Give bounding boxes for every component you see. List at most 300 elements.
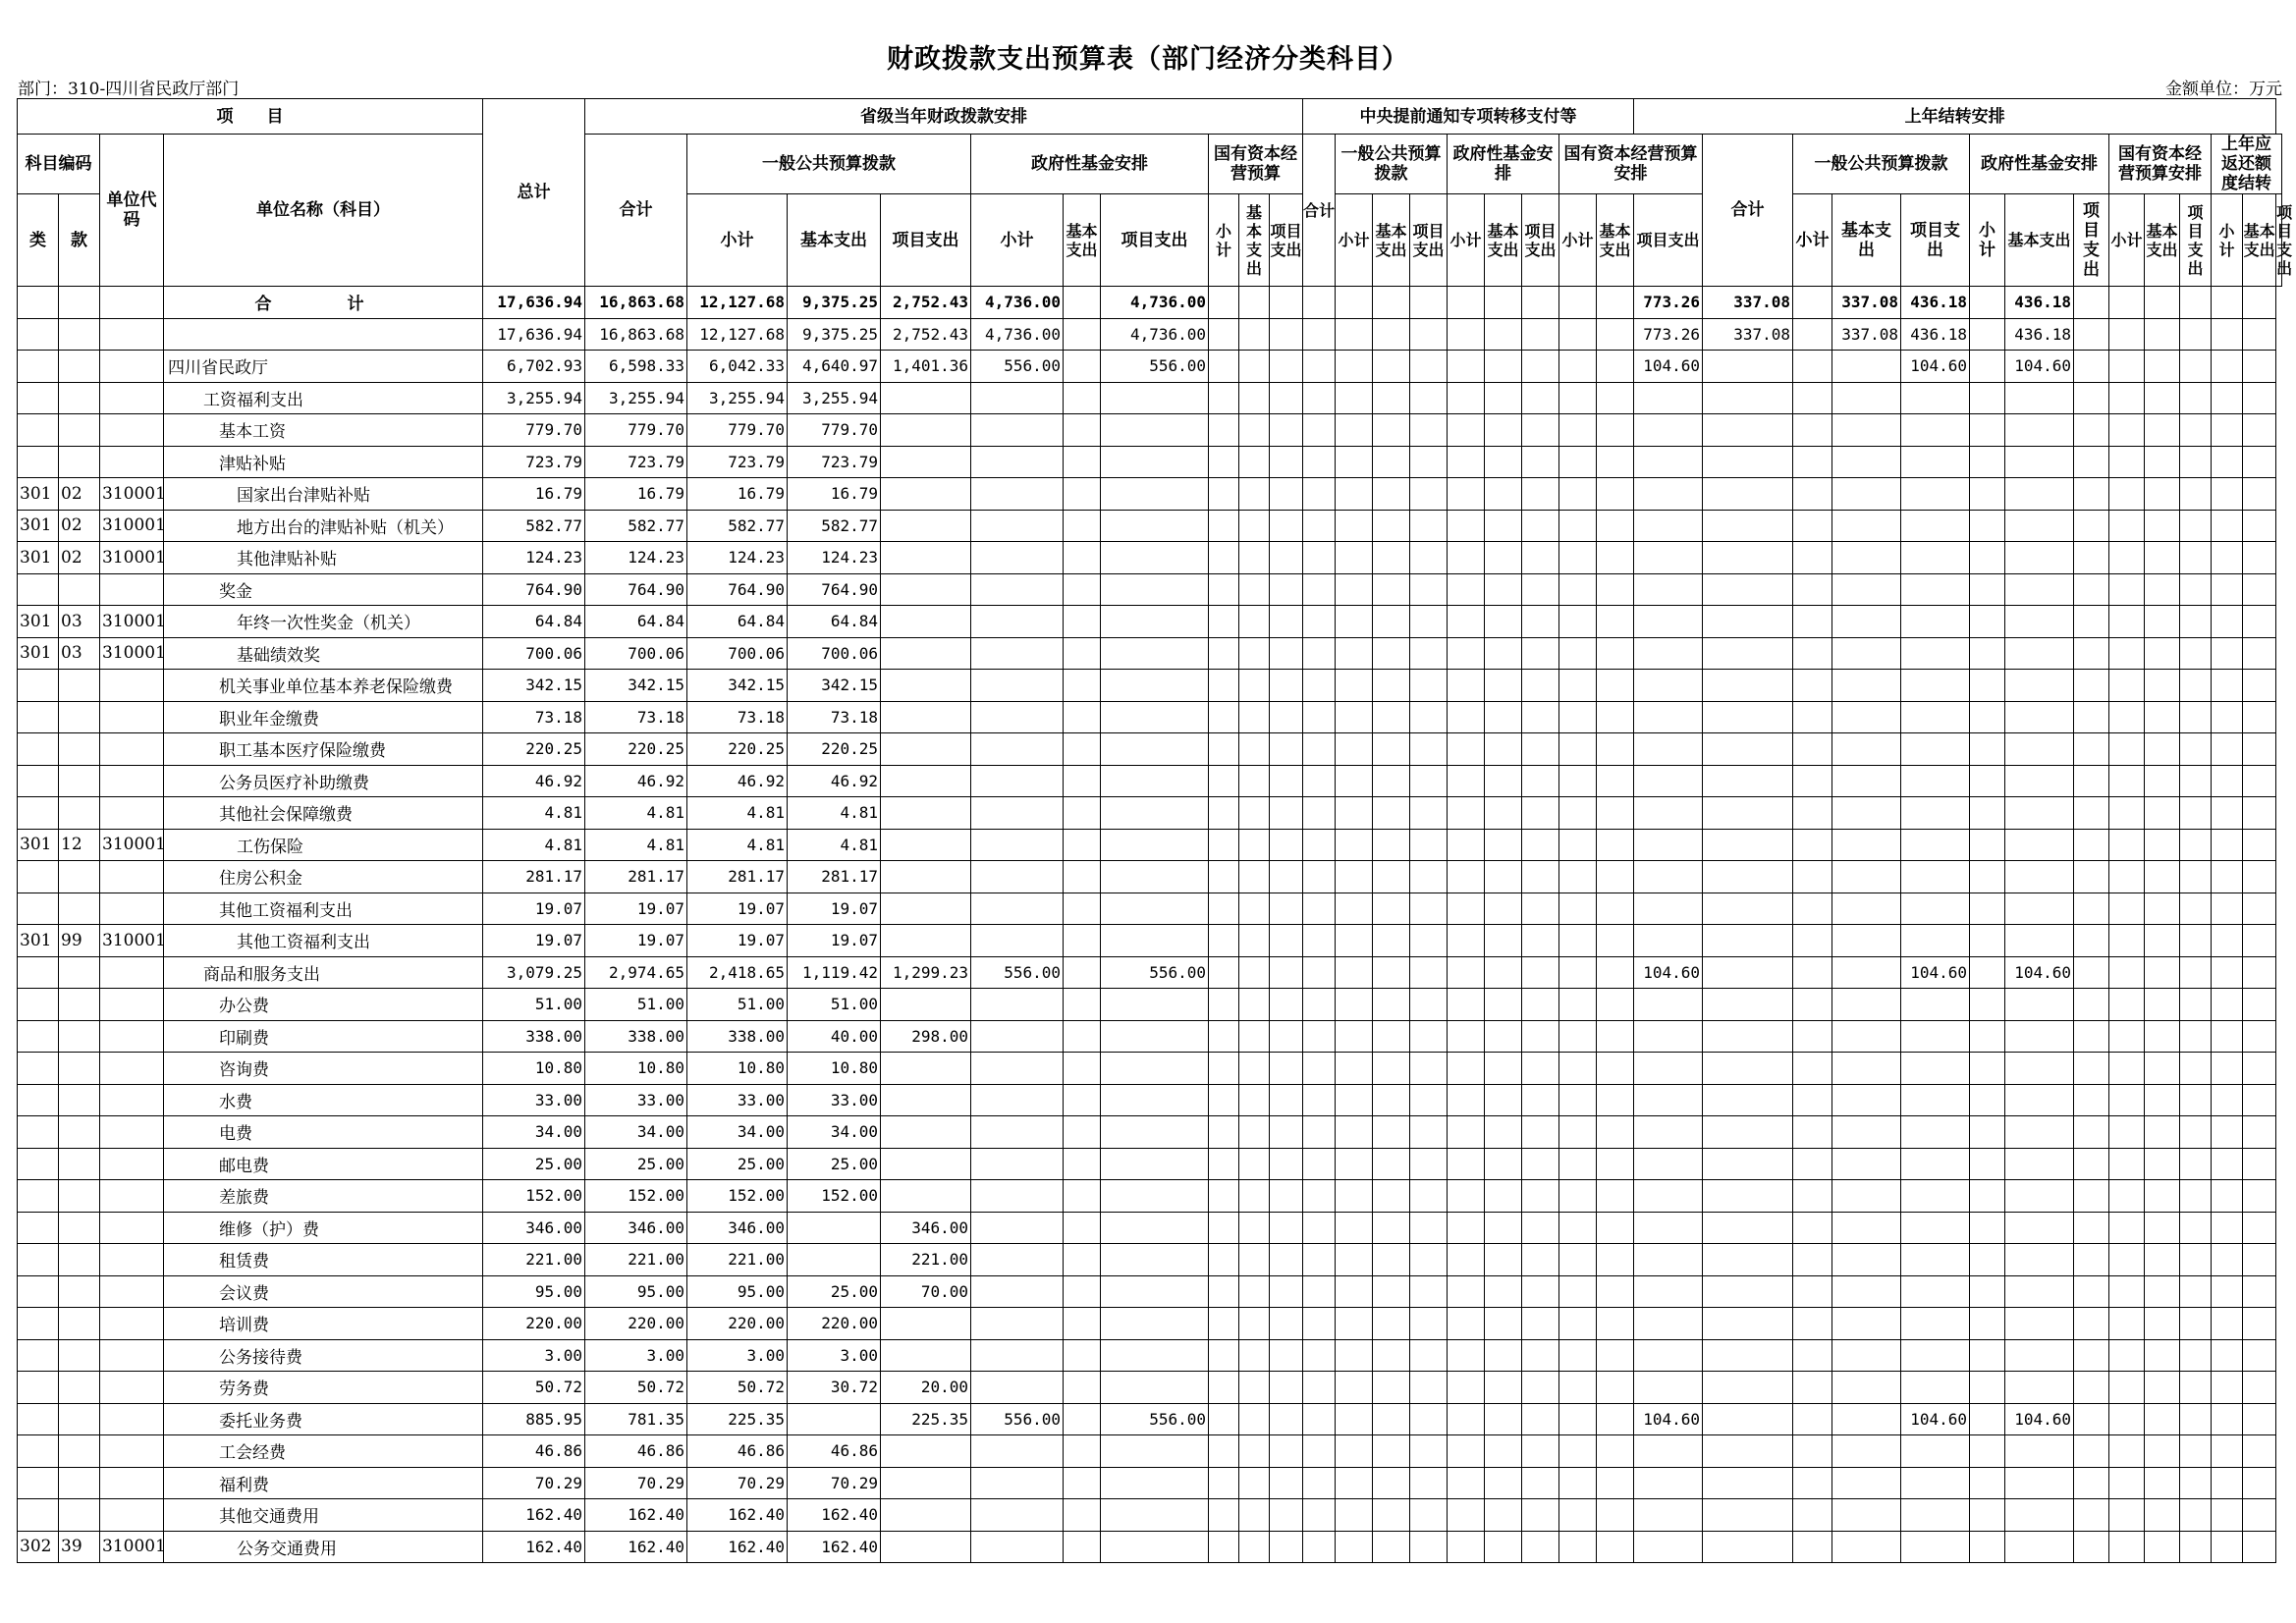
cell-amount xyxy=(1064,1467,1101,1499)
cell-empty xyxy=(2145,1339,2180,1372)
cell-empty xyxy=(2212,670,2243,702)
cell-empty xyxy=(1336,829,1373,861)
cell-empty xyxy=(1209,1212,1239,1244)
cell-empty xyxy=(2145,382,2180,414)
cell-empty xyxy=(2074,861,2109,893)
cell-empty xyxy=(1336,956,1373,989)
table-row xyxy=(18,606,2282,638)
cell-empty xyxy=(2180,893,2212,925)
cell-amount xyxy=(1064,1244,1101,1276)
cell-amount: 20.00 xyxy=(881,1372,971,1404)
cell-amount xyxy=(881,893,971,925)
cell-amount xyxy=(881,1084,971,1116)
cell-empty xyxy=(1239,637,1270,670)
cell-empty xyxy=(1336,478,1373,511)
cell-amount: 10.80 xyxy=(687,1053,788,1085)
cell-amount: 556.00 xyxy=(971,1403,1064,1435)
cell-empty xyxy=(1448,1275,1485,1308)
cell-amount xyxy=(1832,606,1901,638)
cell-amount xyxy=(971,573,1064,606)
cell-kuan: 39 xyxy=(59,1531,100,1563)
cell-empty xyxy=(1410,351,1448,383)
cell-empty xyxy=(1270,1403,1303,1435)
cell-empty xyxy=(1597,1180,1634,1213)
cell-amount xyxy=(2005,1275,2074,1308)
cell-amount xyxy=(1901,1339,1970,1372)
cell-amount: 4.81 xyxy=(687,797,788,830)
cell-amount xyxy=(1101,1531,1209,1563)
header-carry-state: 国有资本经营预算安排 xyxy=(2109,135,2212,194)
cell-amount: 19.07 xyxy=(585,925,687,957)
cell-amount xyxy=(881,1180,971,1213)
cell-empty xyxy=(1270,542,1303,574)
cell-empty xyxy=(1239,1531,1270,1563)
cell-amount xyxy=(1101,542,1209,574)
cell-empty xyxy=(2212,478,2243,511)
cell-amount xyxy=(1101,670,1209,702)
cell-empty xyxy=(1559,1084,1597,1116)
cell-empty xyxy=(1597,989,1634,1021)
cell-amount xyxy=(1832,1435,1901,1468)
cell-amount: 700.06 xyxy=(788,637,881,670)
cell-amount xyxy=(1901,542,1970,574)
cell-amount xyxy=(1703,829,1793,861)
cell-amount xyxy=(1970,414,2005,447)
cell-empty xyxy=(1336,1084,1373,1116)
cell-amount xyxy=(2005,1531,2074,1563)
cell-amount: 19.07 xyxy=(687,893,788,925)
cell-empty xyxy=(2074,318,2109,351)
cell-unit-code: 310001 xyxy=(100,606,164,638)
header-total: 总计 xyxy=(483,99,585,287)
cell-amount xyxy=(971,1148,1064,1180)
cell-amount xyxy=(1901,1244,1970,1276)
cell-empty xyxy=(1448,1020,1485,1053)
cell-amount xyxy=(1901,1308,1970,1340)
cell-empty xyxy=(2243,637,2276,670)
cell-empty xyxy=(1448,382,1485,414)
cell-empty xyxy=(1270,1116,1303,1149)
cell-empty xyxy=(2180,1212,2212,1244)
cell-amount: 51.00 xyxy=(788,989,881,1021)
cell-empty xyxy=(1239,1053,1270,1085)
cell-empty xyxy=(2074,1275,2109,1308)
cell-empty xyxy=(1522,1148,1559,1180)
header-basic: 基本支出 xyxy=(1597,194,1634,287)
cell-amount: 723.79 xyxy=(788,446,881,478)
cell-empty xyxy=(1410,510,1448,542)
cell-amount: 338.00 xyxy=(687,1020,788,1053)
cell-amount: 70.00 xyxy=(881,1275,971,1308)
cell-amount: 221.00 xyxy=(483,1244,585,1276)
cell-empty xyxy=(1597,1499,1634,1532)
header-basic: 基本支出 xyxy=(788,194,881,287)
cell-empty xyxy=(1239,925,1270,957)
cell-empty xyxy=(2109,606,2145,638)
cell-amount xyxy=(2005,765,2074,797)
cell-unit-name: 差旅费 xyxy=(164,1180,483,1213)
cell-empty xyxy=(1239,1308,1270,1340)
cell-amount: 64.84 xyxy=(687,606,788,638)
cell-amount xyxy=(1634,542,1703,574)
cell-amount xyxy=(1703,542,1793,574)
cell-empty xyxy=(1559,701,1597,733)
cell-empty xyxy=(1303,318,1336,351)
cell-empty xyxy=(2145,1053,2180,1085)
cell-empty xyxy=(1559,797,1597,830)
cell-empty xyxy=(2074,1339,2109,1372)
cell-empty xyxy=(1303,287,1336,319)
cell-amount xyxy=(1703,1435,1793,1468)
cell-amount: 104.60 xyxy=(1901,1403,1970,1435)
cell-amount xyxy=(1970,701,2005,733)
cell-amount: 25.00 xyxy=(788,1275,881,1308)
cell-amount xyxy=(1970,1339,2005,1372)
cell-empty xyxy=(1410,829,1448,861)
cell-amount xyxy=(2005,1116,2074,1149)
cell-empty xyxy=(1303,1180,1336,1213)
header-unit-name: 单位名称（科目） xyxy=(164,135,483,287)
cell-unit-name: 工资福利支出 xyxy=(164,382,483,414)
cell-empty xyxy=(2180,510,2212,542)
cell-amount xyxy=(1901,478,1970,511)
cell-empty xyxy=(1448,351,1485,383)
cell-amount xyxy=(1970,765,2005,797)
cell-amount xyxy=(971,893,1064,925)
cell-empty xyxy=(2109,1275,2145,1308)
cell-amount xyxy=(971,637,1064,670)
cell-empty xyxy=(2074,382,2109,414)
cell-empty xyxy=(1239,829,1270,861)
cell-empty xyxy=(2243,670,2276,702)
cell-empty xyxy=(2145,606,2180,638)
cell-amount xyxy=(1064,1308,1101,1340)
cell-amount xyxy=(1101,1116,1209,1149)
cell-empty xyxy=(1270,797,1303,830)
cell-unit-name: 租赁费 xyxy=(164,1244,483,1276)
cell-empty xyxy=(2180,829,2212,861)
cell-empty xyxy=(2109,510,2145,542)
cell-empty xyxy=(1448,733,1485,766)
cell-amount xyxy=(1970,637,2005,670)
cell-empty xyxy=(1448,670,1485,702)
table-row xyxy=(18,382,2282,414)
cell-amount xyxy=(1970,829,2005,861)
cell-amount xyxy=(2005,1339,2074,1372)
cell-amount: 220.25 xyxy=(687,733,788,766)
cell-unit-name: 商品和服务支出 xyxy=(164,956,483,989)
cell-empty xyxy=(1485,1339,1522,1372)
cell-empty xyxy=(2243,573,2276,606)
cell-amount xyxy=(971,989,1064,1021)
cell-empty xyxy=(1448,1403,1485,1435)
cell-amount xyxy=(1064,829,1101,861)
cell-amount: 19.07 xyxy=(687,925,788,957)
cell-amount xyxy=(971,1467,1064,1499)
cell-empty xyxy=(2180,1435,2212,1468)
cell-amount: 25.00 xyxy=(483,1148,585,1180)
cell-unit-code xyxy=(100,1308,164,1340)
cell-amount: 104.60 xyxy=(2005,351,2074,383)
cell-amount: 1,401.36 xyxy=(881,351,971,383)
cell-amount: 124.23 xyxy=(585,542,687,574)
cell-empty xyxy=(2109,1499,2145,1532)
cell-empty xyxy=(1209,829,1239,861)
cell-amount xyxy=(1832,1180,1901,1213)
cell-empty xyxy=(1239,542,1270,574)
cell-empty xyxy=(1270,1180,1303,1213)
cell-amount: 64.84 xyxy=(585,606,687,638)
cell-empty xyxy=(1373,701,1410,733)
cell-amount xyxy=(971,414,1064,447)
cell-empty xyxy=(1559,1467,1597,1499)
cell-empty xyxy=(1270,1435,1303,1468)
cell-empty xyxy=(2180,1339,2212,1372)
cell-empty xyxy=(1597,510,1634,542)
cell-amount xyxy=(1793,1275,1832,1308)
cell-amount xyxy=(1634,925,1703,957)
cell-empty xyxy=(1485,765,1522,797)
cell-amount: 436.18 xyxy=(1901,287,1970,319)
cell-empty xyxy=(2180,1116,2212,1149)
cell-amount: 220.25 xyxy=(585,733,687,766)
cell-empty xyxy=(1303,1275,1336,1308)
cell-amount xyxy=(1970,893,2005,925)
cell-amount xyxy=(1793,287,1832,319)
cell-empty xyxy=(1303,733,1336,766)
header-carry-fund: 政府性基金安排 xyxy=(1970,135,2109,194)
cell-empty xyxy=(1270,1531,1303,1563)
cell-empty xyxy=(2212,956,2243,989)
cell-amount xyxy=(1901,1499,1970,1532)
cell-amount xyxy=(1901,1020,1970,1053)
cell-empty xyxy=(2180,1053,2212,1085)
cell-empty xyxy=(2180,542,2212,574)
cell-amount xyxy=(1793,478,1832,511)
cell-empty xyxy=(2145,733,2180,766)
cell-empty xyxy=(2243,1212,2276,1244)
cell-amount xyxy=(1703,1531,1793,1563)
cell-empty xyxy=(2243,287,2276,319)
cell-empty xyxy=(2109,573,2145,606)
cell-amount: 4,736.00 xyxy=(971,318,1064,351)
cell-lei xyxy=(18,733,59,766)
cell-empty xyxy=(1373,573,1410,606)
cell-empty xyxy=(1410,1180,1448,1213)
cell-empty xyxy=(2180,382,2212,414)
cell-empty xyxy=(1410,765,1448,797)
cell-empty xyxy=(1303,382,1336,414)
cell-empty xyxy=(1270,1499,1303,1532)
cell-unit-name: 公务员医疗补助缴费 xyxy=(164,765,483,797)
cell-amount xyxy=(2005,1435,2074,1468)
cell-empty xyxy=(1522,351,1559,383)
cell-lei xyxy=(18,893,59,925)
cell-amount: 220.00 xyxy=(585,1308,687,1340)
cell-kuan xyxy=(59,765,100,797)
cell-empty xyxy=(2212,1275,2243,1308)
cell-empty xyxy=(1209,989,1239,1021)
cell-unit-code: 310001 xyxy=(100,1531,164,1563)
cell-kuan xyxy=(59,1339,100,1372)
cell-empty xyxy=(1239,606,1270,638)
cell-empty xyxy=(2145,1275,2180,1308)
cell-amount xyxy=(1970,1180,2005,1213)
cell-kuan xyxy=(59,1212,100,1244)
cell-empty xyxy=(1239,1275,1270,1308)
cell-amount xyxy=(1064,925,1101,957)
cell-amount xyxy=(1064,1212,1101,1244)
cell-empty xyxy=(1597,1372,1634,1404)
cell-amount xyxy=(1064,733,1101,766)
cell-empty xyxy=(2074,478,2109,511)
table-row xyxy=(18,797,2282,830)
cell-amount xyxy=(1634,733,1703,766)
cell-empty xyxy=(2243,733,2276,766)
cell-empty xyxy=(1597,382,1634,414)
cell-amount xyxy=(971,797,1064,830)
cell-lei xyxy=(18,1020,59,1053)
cell-empty xyxy=(2145,1531,2180,1563)
cell-empty xyxy=(1522,1053,1559,1085)
cell-amount: 779.70 xyxy=(788,414,881,447)
cell-empty xyxy=(2180,1148,2212,1180)
cell-empty xyxy=(1336,1212,1373,1244)
cell-amount: 9,375.25 xyxy=(788,287,881,319)
cell-amount xyxy=(1970,670,2005,702)
cell-unit-code xyxy=(100,1403,164,1435)
cell-amount xyxy=(1901,573,1970,606)
cell-lei xyxy=(18,1244,59,1276)
cell-amount: 33.00 xyxy=(788,1084,881,1116)
cell-empty xyxy=(1597,1435,1634,1468)
cell-amount xyxy=(971,733,1064,766)
cell-empty xyxy=(1373,1275,1410,1308)
cell-lei xyxy=(18,1275,59,1308)
cell-amount xyxy=(1901,1212,1970,1244)
cell-amount xyxy=(1634,861,1703,893)
cell-amount xyxy=(1064,861,1101,893)
cell-amount xyxy=(1832,861,1901,893)
cell-amount xyxy=(1901,925,1970,957)
cell-empty xyxy=(1410,797,1448,830)
cell-lei: 301 xyxy=(18,829,59,861)
cell-amount: 10.80 xyxy=(483,1053,585,1085)
cell-amount: 281.17 xyxy=(788,861,881,893)
cell-empty xyxy=(2109,765,2145,797)
cell-amount xyxy=(1970,925,2005,957)
cell-amount: 73.18 xyxy=(788,701,881,733)
cell-empty xyxy=(1303,701,1336,733)
table-row xyxy=(18,1053,2282,1085)
cell-unit-name: 奖金 xyxy=(164,573,483,606)
cell-amount xyxy=(1793,733,1832,766)
cell-empty xyxy=(1303,351,1336,383)
cell-amount xyxy=(1832,1467,1901,1499)
cell-amount xyxy=(971,1531,1064,1563)
cell-empty xyxy=(1522,893,1559,925)
cell-unit-code xyxy=(100,956,164,989)
cell-amount xyxy=(1901,989,1970,1021)
cell-amount xyxy=(1832,925,1901,957)
cell-amount xyxy=(971,542,1064,574)
cell-empty xyxy=(2243,829,2276,861)
cell-amount xyxy=(881,670,971,702)
cell-empty xyxy=(1239,446,1270,478)
cell-kuan: 03 xyxy=(59,606,100,638)
cell-empty xyxy=(1336,925,1373,957)
cell-amount xyxy=(971,829,1064,861)
cell-empty xyxy=(1373,989,1410,1021)
cell-unit-code xyxy=(100,1180,164,1213)
cell-empty xyxy=(1522,478,1559,511)
cell-empty xyxy=(1336,446,1373,478)
cell-amount xyxy=(2005,701,2074,733)
cell-empty xyxy=(1209,1244,1239,1276)
cell-amount: 16,863.68 xyxy=(585,287,687,319)
cell-empty xyxy=(2212,1180,2243,1213)
table-row xyxy=(18,1084,2282,1116)
cell-amount: 4,736.00 xyxy=(971,287,1064,319)
cell-empty xyxy=(1373,956,1410,989)
cell-unit-name: 年终一次性奖金（机关） xyxy=(164,606,483,638)
cell-unit-code: 310001 xyxy=(100,542,164,574)
cell-empty xyxy=(1336,542,1373,574)
cell-amount: 46.92 xyxy=(585,765,687,797)
cell-empty xyxy=(1559,1212,1597,1244)
cell-empty xyxy=(2109,701,2145,733)
cell-empty xyxy=(1303,1116,1336,1149)
cell-amount: 346.00 xyxy=(585,1212,687,1244)
cell-amount xyxy=(1970,1084,2005,1116)
cell-amount xyxy=(788,1403,881,1435)
cell-empty xyxy=(1239,989,1270,1021)
cell-amount: 152.00 xyxy=(585,1180,687,1213)
cell-amount xyxy=(1064,1275,1101,1308)
cell-unit-code xyxy=(100,1212,164,1244)
cell-amount xyxy=(1064,414,1101,447)
cell-kuan: 02 xyxy=(59,510,100,542)
cell-lei xyxy=(18,797,59,830)
cell-amount xyxy=(1064,989,1101,1021)
cell-unit-name xyxy=(164,318,483,351)
cell-amount xyxy=(1793,1084,1832,1116)
cell-amount xyxy=(1101,1372,1209,1404)
cell-amount xyxy=(1901,829,1970,861)
cell-amount: 2,974.65 xyxy=(585,956,687,989)
cell-empty xyxy=(2180,701,2212,733)
cell-empty xyxy=(2074,765,2109,797)
cell-empty xyxy=(1448,1053,1485,1085)
cell-unit-name: 咨询费 xyxy=(164,1053,483,1085)
cell-empty xyxy=(1485,925,1522,957)
cell-amount xyxy=(1101,1053,1209,1085)
cell-empty xyxy=(1270,989,1303,1021)
cell-amount: 16.79 xyxy=(687,478,788,511)
cell-empty xyxy=(2109,637,2145,670)
cell-empty xyxy=(1373,318,1410,351)
table-row xyxy=(18,1339,2282,1372)
cell-amount xyxy=(1703,606,1793,638)
cell-empty xyxy=(1270,510,1303,542)
cell-amount xyxy=(1101,1020,1209,1053)
cell-amount xyxy=(971,382,1064,414)
cell-empty xyxy=(1373,637,1410,670)
cell-amount: 342.15 xyxy=(483,670,585,702)
cell-empty xyxy=(1485,542,1522,574)
header-carry-return: 上年应返还额度结转 xyxy=(2212,135,2282,194)
cell-empty xyxy=(2180,925,2212,957)
